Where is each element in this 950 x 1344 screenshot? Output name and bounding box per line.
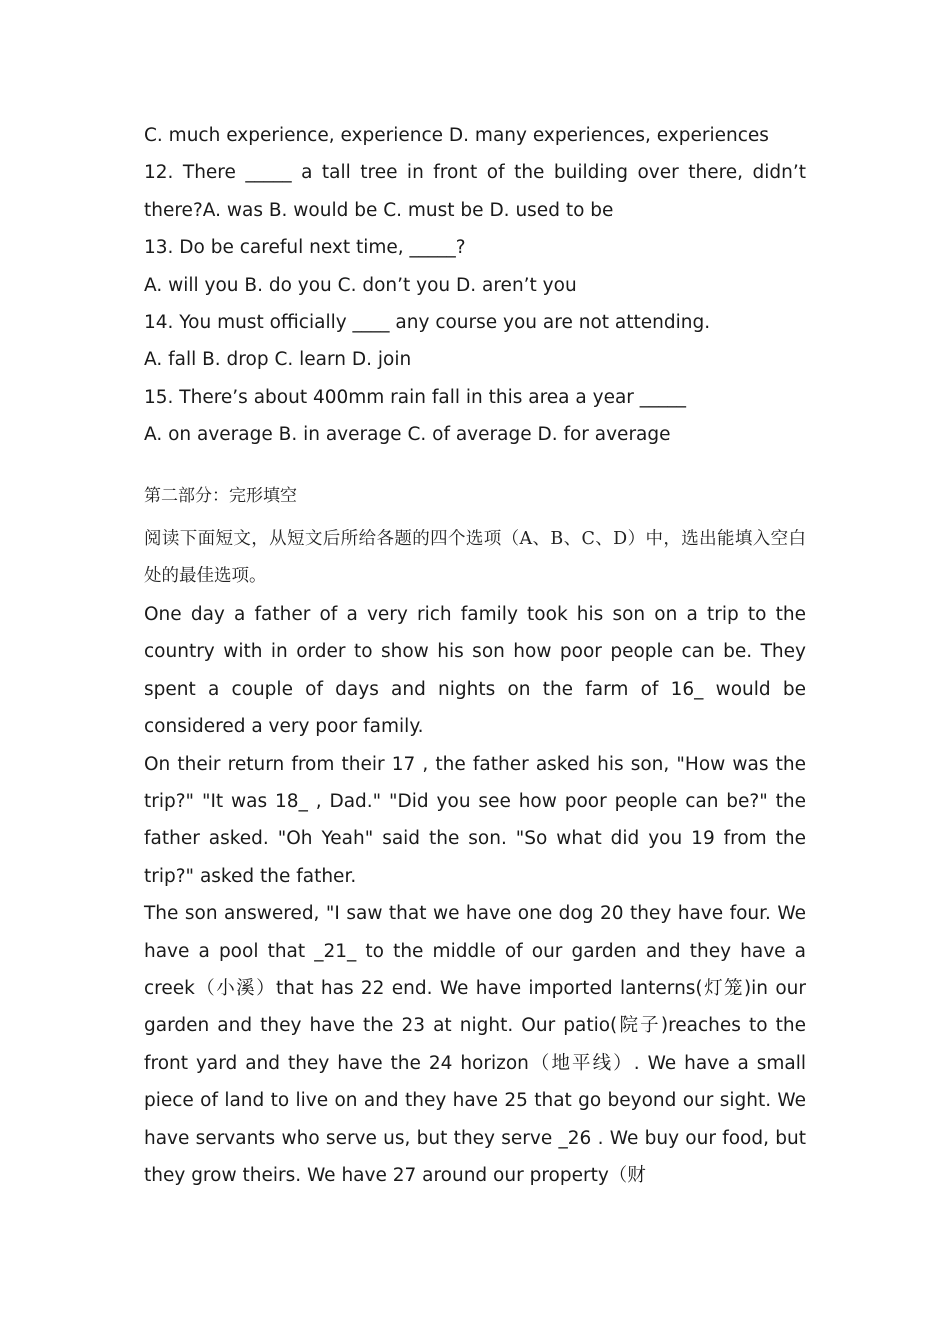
question-13-options: A. will you B. do you C. don’t you D. aren’t you: [144, 274, 577, 296]
question-14-options: A. fall B. drop C. learn D. join: [144, 349, 412, 371]
cloze-paragraph-1: One day a father of a very rich family took his son on a trip to the country with in order to show his son how poor people can be. They spent a couple of days and nights on the farm of 16_ would be considered a very poor family.: [144, 603, 806, 738]
question-11-options: C. much experience, experience D. many experiences, experiences: [144, 125, 769, 146]
question-13: 13. Do be careful next time, _____?: [144, 237, 466, 259]
question-15: 15. There’s about 400mm rain fall in this area a year _____: [144, 386, 687, 408]
question-12: 12. There _____ a tall tree in front of the building over there, didn’t there?A. was B. would be C. must be D. used to be: [144, 162, 806, 221]
section-instructions: 阅读下面短文，从短文后所给各题的四个选项（A、B、C、D）中，选出能填入空白处的最佳选项。: [144, 529, 806, 587]
question-14: 14. You must officially ____ any course you are not attending.: [144, 312, 711, 334]
cloze-paragraph-3: The son answered, "I saw that we have one dog 20 they have four. We have a pool that _21_ to the middle of our garden and they have a creek（小溪）that has 22 end. We have imported lanterns(灯笼)in our garden and they have the 23 at night. Our patio(院子)reaches to the front yard and they have the 24 horizon（地平线）. We have a small piece of land to live on and they have 25 that go beyond our sight. We have servants who serve us, but they serve _26 . We buy our food, but they grow theirs. We have 27 around our property（财: [144, 903, 806, 1186]
document-page: [144, 117, 806, 1194]
question-15-options: A. on average B. in average C. of average D. for average: [144, 424, 671, 446]
cloze-paragraph-2: On their return from their 17 , the father asked his son, "How was the trip?" "It was 18_ , Dad." "Did you see how poor people can be?" the father asked. "Oh Yeah" said the son. "So what did you 19 from the trip?" asked the father.: [144, 753, 806, 887]
section-title: 第二部分：完形填空: [144, 485, 297, 506]
